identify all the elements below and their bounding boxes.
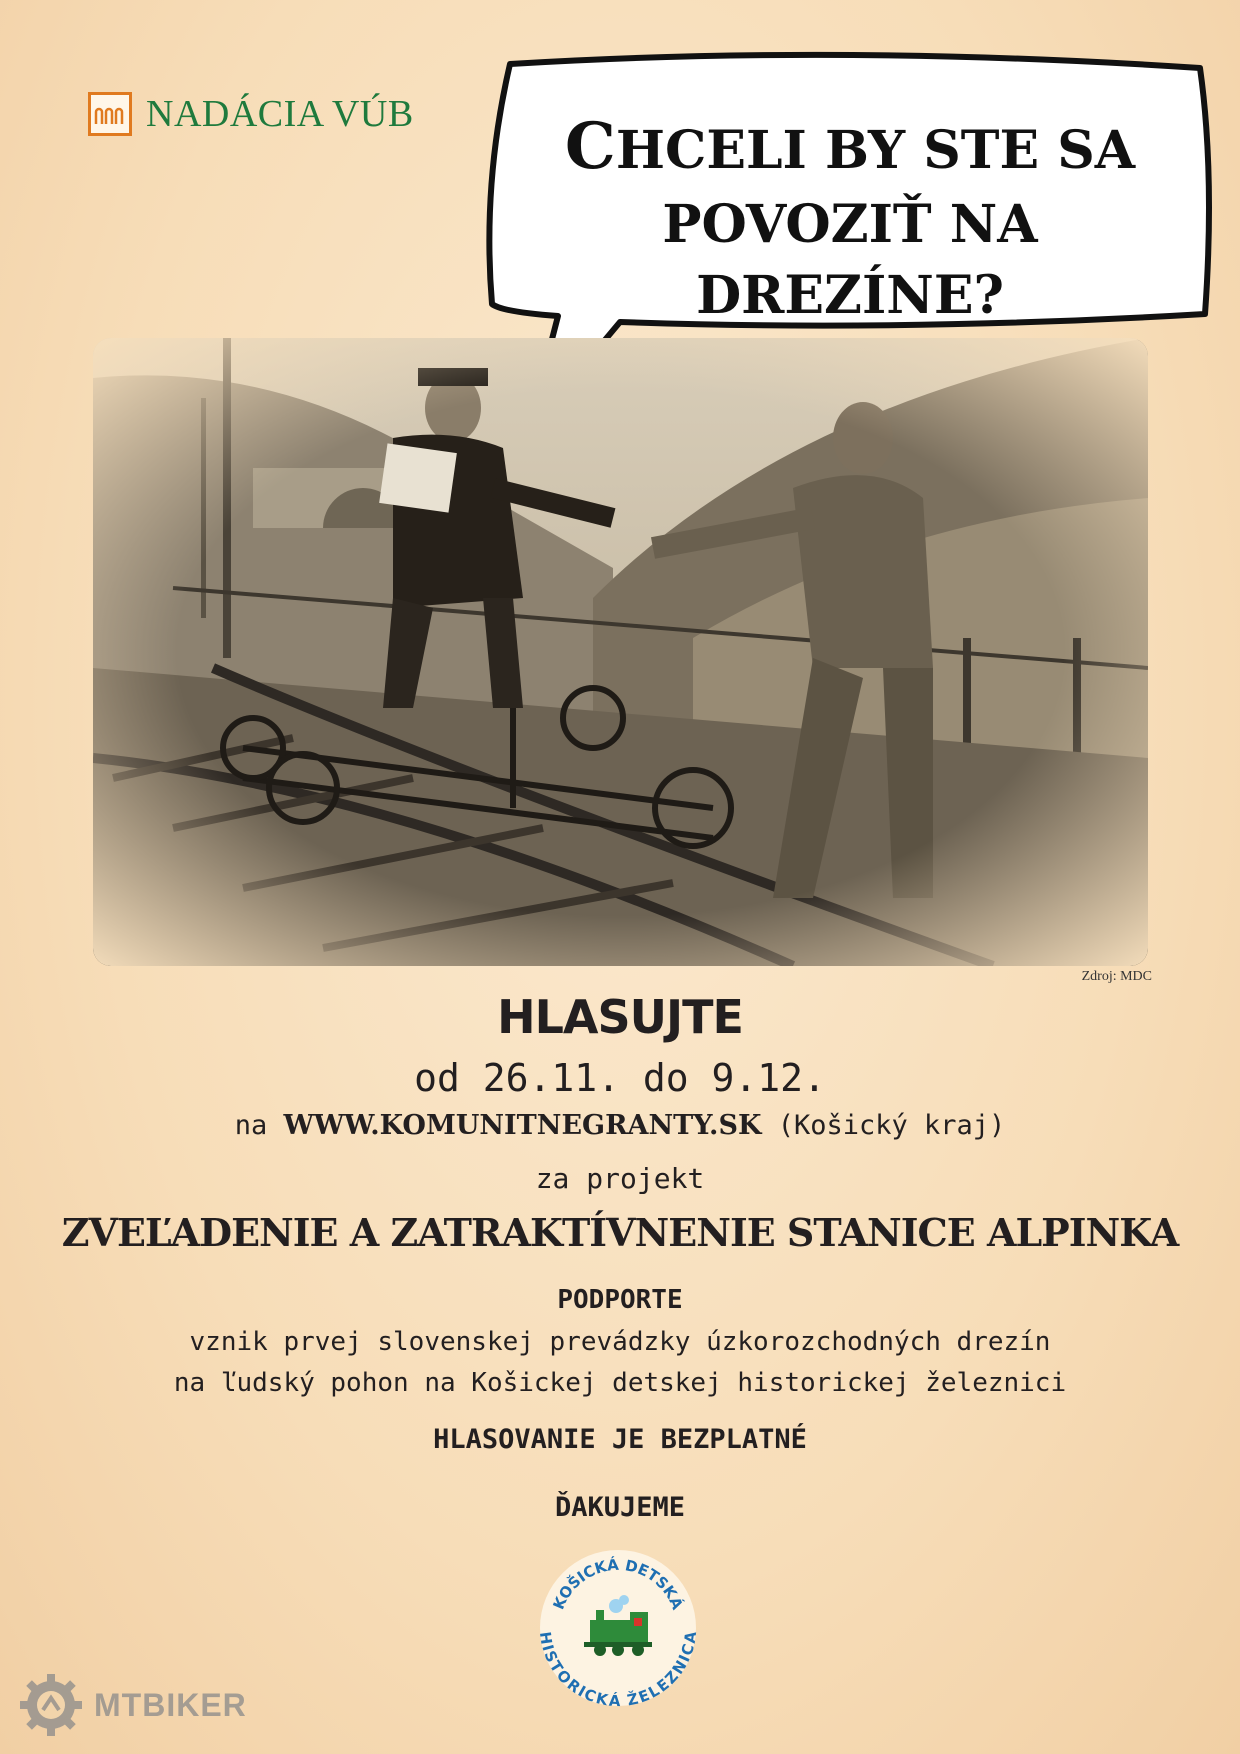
railway-badge <box>538 1548 698 1708</box>
free-voting-note: HLASOVANIE JE BEZPLATNÉ <box>433 1424 807 1455</box>
vote-dates: od 26.11. do 9.12. <box>414 1056 826 1100</box>
gear-logo-icon <box>18 1672 84 1738</box>
foundation-logo <box>88 92 414 136</box>
bubble-headline: CHCELI BY STE SA POVOZIŤ NA DREZÍNE? <box>564 109 1136 326</box>
vote-title: HLASUJTE <box>497 990 743 1044</box>
project-description: vznik prvej slovenskej prevádzky úzkorozchodných drezín na ľudský pohon na Košickej detskej historickej železnici <box>173 1327 1067 1398</box>
photo-credit: Zdroj: MDC <box>1081 969 1152 984</box>
mtbiker-watermark <box>18 1672 247 1738</box>
historic-draisine-photo <box>93 338 1148 966</box>
project-name: ZVEĽADENIE A ZATRAKTÍVNENIE STANICE ALPINKA <box>61 1210 1179 1255</box>
vote-site-line: na WWW.KOMUNITNEGRANTY.SK (Košický kraj) <box>234 1110 1006 1141</box>
thanks-text: ĎAKUJEME <box>554 1492 686 1523</box>
foundation-name: NADÁCIA VÚB <box>146 93 414 135</box>
watermark-text: MTBIKER <box>94 1686 247 1723</box>
foundation-logo-icon <box>88 92 132 136</box>
vote-site-link[interactable]: WWW.KOMUNITNEGRANTY.SK <box>283 1110 762 1141</box>
support-heading: PODPORTE <box>557 1285 683 1315</box>
project-label: za projekt <box>535 1162 705 1195</box>
badge-top-text: KOŠICKÁ DETSKÁ <box>549 1555 687 1613</box>
badge-bottom-text: ISTORICKÁ ŽELEZNIC <box>538 1641 698 1708</box>
